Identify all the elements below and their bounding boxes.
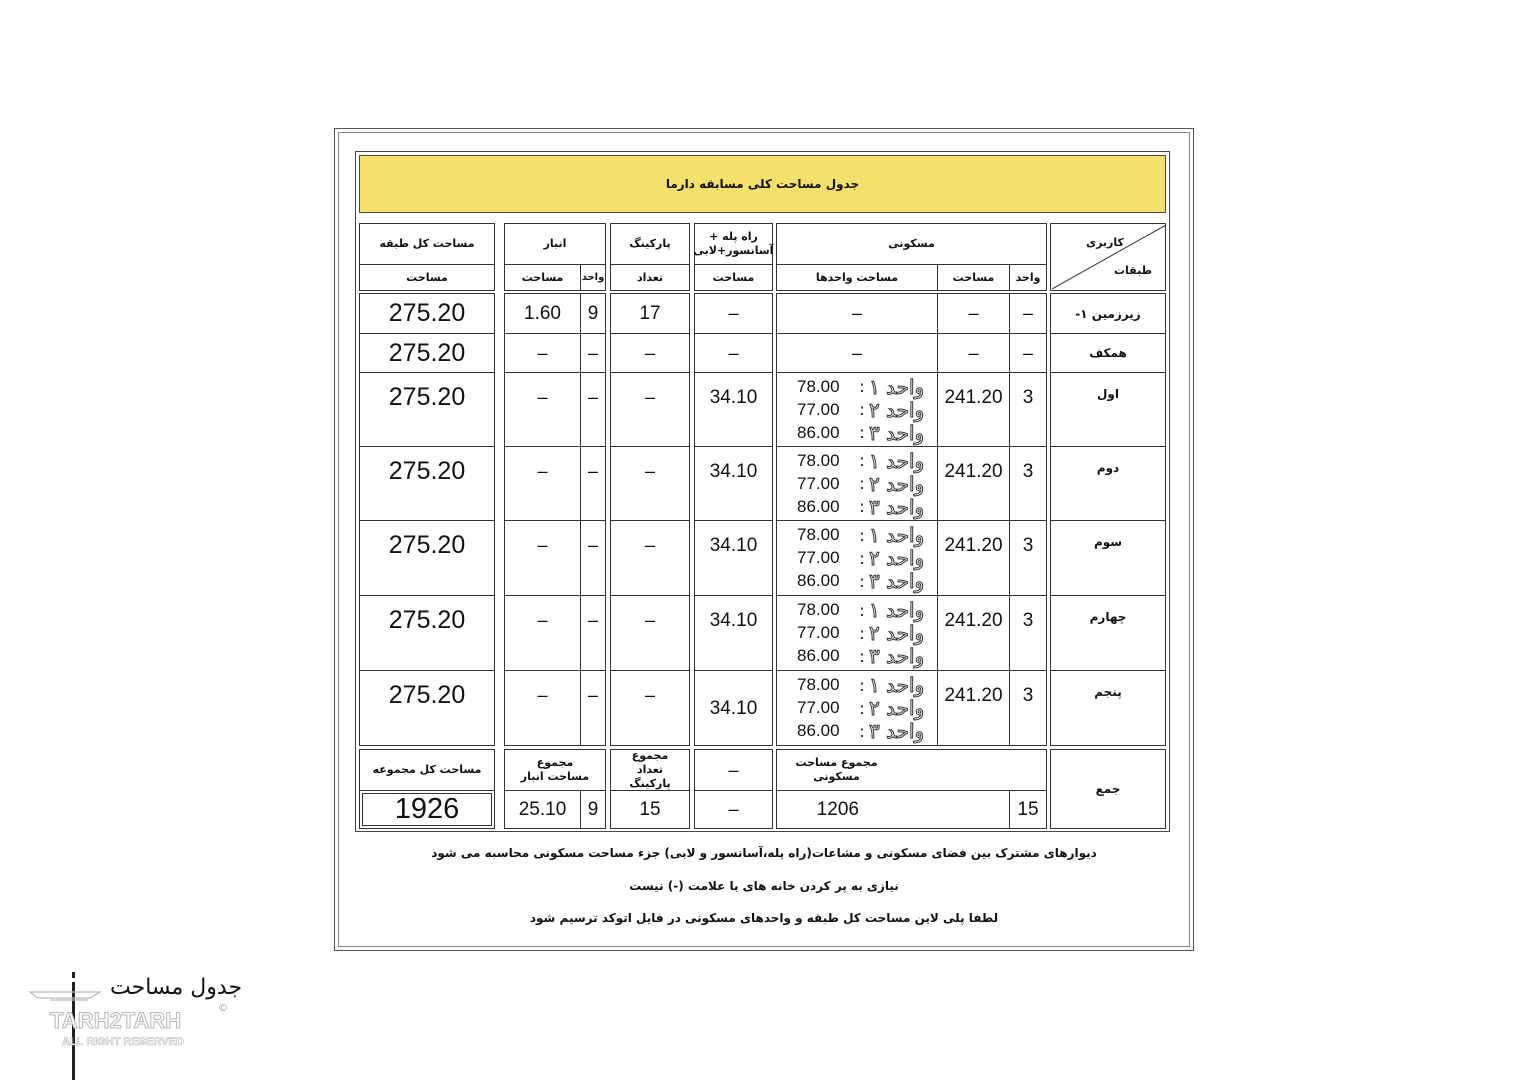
row-stair: 34.10 (694, 595, 773, 671)
unit-line (785, 697, 929, 720)
unit-area: 86.00 (797, 496, 840, 516)
row-storage-area: – (504, 670, 581, 746)
row-stair: 34.10 (694, 446, 773, 521)
row-parking: – (610, 333, 690, 373)
row-stair: – (694, 293, 773, 334)
row-total: 275.20 (359, 293, 495, 334)
row-units: 3 (1009, 595, 1047, 671)
unit-colon: : (859, 423, 865, 442)
row-units-area: – (776, 333, 938, 373)
unit-area: 78.00 (797, 376, 840, 396)
unit-name: واحد ۱ (869, 598, 925, 622)
unit-colon: : (859, 451, 865, 470)
row-floor: سوم (1050, 520, 1166, 596)
row-storage-units: – (580, 520, 606, 596)
row-floor: همکف (1050, 333, 1166, 373)
subheader-units-area: مساحت واحدها (776, 264, 938, 291)
logo-brand: TARH2TARH (50, 1008, 182, 1033)
row-units-area (776, 670, 938, 746)
unit-area: 77.00 (797, 399, 840, 419)
unit-line (785, 421, 929, 444)
totals-storage-units: 9 (580, 790, 606, 829)
row-storage-units: – (580, 446, 606, 521)
unit-line (785, 524, 929, 547)
unit-name: واحد ۳ (869, 420, 925, 445)
row-storage-area: – (504, 446, 581, 521)
totals-stair: – (694, 749, 773, 791)
note-shared-walls: دیوارهای مشترک بین فضای مسکونی و مشاعات(راه پله،آسانسور و لابی) جزء مساحت مسکونی محاسبه می شود (431, 846, 1097, 860)
row-total: 275.20 (359, 446, 495, 521)
note-dash-cells: نیازی به پر کردن خانه های با علامت (-) نیست (629, 879, 899, 893)
unit-colon: : (859, 525, 865, 545)
unit-area: 78.00 (797, 525, 840, 544)
row-parking: – (610, 520, 690, 596)
totals-parking: 15 (610, 790, 690, 829)
unit-line (785, 674, 929, 697)
header-floors: طبقات (1114, 264, 1152, 277)
row-storage-area: – (504, 333, 581, 373)
row-total: 275.20 (359, 333, 495, 373)
subheader-total-area: مساحت (359, 264, 495, 291)
subheader-storage-area: مساحت (504, 264, 581, 291)
row-units: 3 (1009, 446, 1047, 521)
unit-name: واحد ۳ (869, 569, 925, 593)
unit-area: 86.00 (797, 721, 840, 740)
unit-area: 78.00 (797, 450, 840, 470)
unit-line (785, 398, 929, 421)
row-storage-area: – (504, 372, 581, 447)
totals-units: 15 (1009, 790, 1047, 829)
unit-name: واحد ۱ (869, 448, 925, 473)
header-stair: راه پله + آسانسور+لابی (694, 223, 773, 265)
totals-grand-box (359, 790, 495, 829)
row-floor: پنجم (1050, 670, 1166, 746)
unit-area: 86.00 (797, 422, 840, 442)
row-storage-area: 1.60 (504, 293, 581, 334)
unit-colon: : (859, 600, 865, 620)
unit-name: واحد ۳ (869, 719, 925, 743)
unit-line (785, 622, 929, 645)
unit-colon: : (859, 571, 865, 591)
row-total: 275.20 (359, 595, 495, 671)
row-res-area: 241.20 (937, 372, 1010, 447)
row-stair: 34.10 (694, 372, 773, 447)
header-total-floor-area: مساحت کل طبقه (359, 223, 495, 265)
row-total: 275.20 (359, 372, 495, 447)
logo-copyright: © (218, 1003, 228, 1014)
unit-name: واحد ۳ (869, 494, 925, 519)
unit-colon: : (859, 497, 865, 516)
row-res-area: 241.20 (937, 595, 1010, 671)
unit-colon: : (859, 548, 865, 568)
unit-name: واحد ۱ (869, 673, 925, 697)
row-units-area (776, 595, 938, 671)
row-floor: اول (1050, 372, 1166, 447)
unit-area: 77.00 (797, 623, 840, 642)
row-stair: 34.10 (694, 520, 773, 596)
unit-area: 86.00 (797, 571, 840, 590)
unit-line (785, 375, 929, 398)
unit-line (785, 720, 929, 743)
logo-rights: ALL RIGHT RESERVED (62, 1036, 184, 1048)
totals-stair-value: – (694, 790, 773, 829)
subheader-res-area: مساحت (937, 264, 1010, 291)
row-res-area: – (937, 293, 1010, 334)
row-units: – (1009, 293, 1047, 334)
row-res-area: 241.20 (937, 520, 1010, 596)
unit-name: واحد ۲ (869, 397, 925, 422)
totals-storage-area: 25.10 (504, 790, 581, 829)
row-parking: – (610, 595, 690, 671)
row-floor: دوم (1050, 446, 1166, 521)
unit-colon: : (859, 675, 865, 695)
note-polyline: لطفا پلی لاین مساحت کل طبقه و واحدهای مسکونی در فایل اتوکد ترسیم شود (529, 911, 999, 925)
totals-label: جمع (1050, 749, 1166, 829)
logo-title: جدول مساحت (110, 975, 243, 1000)
header-storage: انبار (504, 223, 606, 265)
row-storage-area: – (504, 520, 581, 596)
row-units: – (1009, 333, 1047, 373)
row-res-area: 241.20 (937, 670, 1010, 746)
row-storage-units: – (580, 333, 606, 373)
unit-area: 86.00 (797, 646, 840, 665)
unit-area: 77.00 (797, 473, 840, 493)
unit-name: واحد ۱ (869, 523, 925, 547)
row-floor: چهارم (1050, 595, 1166, 671)
unit-colon: : (859, 377, 865, 396)
row-storage-units: – (580, 372, 606, 447)
unit-line (785, 495, 929, 518)
unit-area: 78.00 (797, 675, 840, 694)
unit-line (785, 547, 929, 570)
unit-line (785, 645, 929, 668)
unit-name: واحد ۲ (869, 621, 925, 645)
row-storage-units: – (580, 595, 606, 671)
row-parking: – (610, 372, 690, 447)
unit-colon: : (859, 698, 865, 718)
totals-res-label: مجموع مساحت مسکونی (776, 749, 1047, 791)
totals-parking-label: مجموع تعداد پارکینگ (610, 749, 690, 791)
header-diagonal (1052, 225, 1166, 289)
row-storage-units: – (580, 670, 606, 746)
unit-line (785, 570, 929, 593)
unit-area: 77.00 (797, 548, 840, 567)
unit-colon: : (859, 721, 865, 741)
row-units: 3 (1009, 520, 1047, 596)
table-title: جدول مساحت کلی مسابقه دارما (359, 155, 1166, 213)
row-units: 3 (1009, 670, 1047, 746)
row-units-area (776, 520, 938, 596)
row-res-area: 241.20 (937, 446, 1010, 521)
unit-colon: : (859, 400, 865, 419)
header-usage: کاربری (1086, 236, 1124, 249)
row-stair: – (694, 333, 773, 373)
unit-colon: : (859, 646, 865, 666)
header-parking: پارکینگ (610, 223, 690, 265)
row-total: 275.20 (359, 520, 495, 596)
row-total: 275.20 (359, 670, 495, 746)
row-stair: 34.10 (694, 670, 773, 746)
row-parking: – (610, 670, 690, 746)
row-res-area: – (937, 333, 1010, 373)
row-units-area (776, 372, 938, 447)
unit-name: واحد ۱ (869, 374, 925, 399)
row-units: 3 (1009, 372, 1047, 447)
unit-colon: : (859, 623, 865, 643)
subheader-storage-unit: واحد (580, 264, 606, 291)
row-storage-area: – (504, 595, 581, 671)
row-units-area: – (776, 293, 938, 334)
unit-line (785, 472, 929, 495)
unit-line (785, 449, 929, 472)
subheader-unit: واحد (1009, 264, 1047, 291)
row-parking: – (610, 446, 690, 521)
unit-name: واحد ۲ (869, 696, 925, 720)
totals-storage-label: مجموع مساحت انبار (504, 749, 606, 791)
unit-name: واحد ۳ (869, 644, 925, 668)
unit-line (785, 599, 929, 622)
row-storage-units: 9 (580, 293, 606, 334)
totals-res-area: 1206 (776, 790, 1010, 829)
unit-area: 78.00 (797, 600, 840, 619)
unit-area: 77.00 (797, 698, 840, 717)
unit-colon: : (859, 474, 865, 493)
subheader-stair-area: مساحت (694, 264, 773, 291)
row-parking: 17 (610, 293, 690, 334)
subheader-parking-count: تعداد (610, 264, 690, 291)
totals-grand-label: مساحت کل مجموعه (359, 749, 495, 791)
totals-grand: 1926 (362, 793, 492, 826)
row-units-area (776, 446, 938, 521)
unit-name: واحد ۲ (869, 471, 925, 496)
unit-name: واحد ۲ (869, 546, 925, 570)
header-residential: مسکونی (776, 223, 1047, 265)
row-floor: زیرزمین ۱- (1050, 293, 1166, 334)
